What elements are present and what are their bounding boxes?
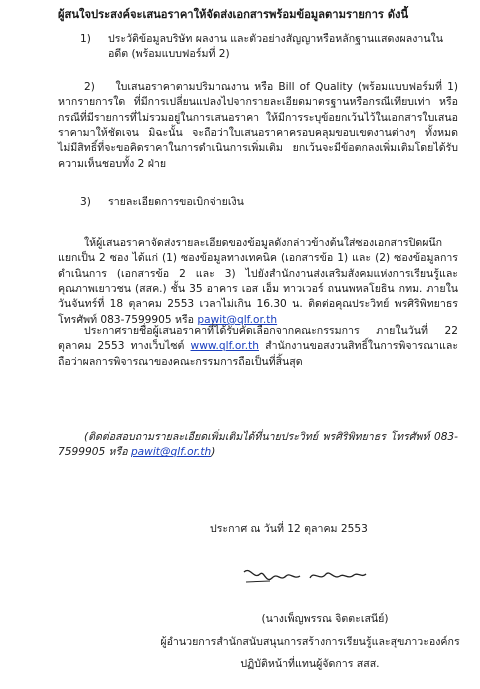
section-heading: ผู้สนใจประสงค์จะเสนอราคาให้จัดส่งเอกสารพร้อมข้อมูลตามรายการ ดังนี้ <box>58 8 409 21</box>
announcement-text: ประกาศรายชื่อผู้เสนอราคาที่ได้รับคัดเลือกจากคณะกรรมการ ภายในวันที่ 22 ตุลาคม 2553 ทางเว็บไซต์ <box>58 325 458 353</box>
signer-title-line-1: ผู้อำนวยการสำนักสนับสนุนการสร้างการเรียนรู้และสุขภาวะองค์กร <box>160 636 460 648</box>
requirement-item-2 <box>58 80 458 172</box>
announcement-text-continued: สำนักงานขอสงวนสิทธิ์ในการพิจารณาและถือว่าผลการพิจารณาของคณะกรรมการถือเป็นที่สิ้นสุด <box>58 340 459 368</box>
signer-name: (นางเพ็ญพรรณ จิตตะเสนีย์) <box>261 613 389 625</box>
date-line: ประกาศ ณ วันที่ 12 ตุลาคม 2553 <box>210 523 368 535</box>
requirement-number: 3) <box>80 196 91 208</box>
submission-text: ให้ผู้เสนอราคาจัดส่งรายละเอียดของข้อมูลดังกล่าวข้างต้นใส่ซองเอกสารปิดผนึกแยกเป็น 2 ซอง ได้แก่ (1) ซองข้อมูลทางเทคนิค (เอกสารข้อ 1) และ (2) ซองข้อมูลการดำเนินการ (เอกสารข้อ 2 และ 3) ไปยังสำนักงานส่งเสริมสังคมแห่งการเรียนรู้และคุณภาพเยาวชน (สสค.) ชั้น 35 อาคาร เอส เอ็ม ทาวเวอร์ ถนนพหลโยธิน กทม. ภายในวันจันทร์ที่ 18 ตุลาคม 2553 เวลาไม่เกิน 16.30 น. ติดต่อคุณประวิทย์ พรศิริพิทยาธร โทรศัพท์ 083-7599905 หรือ <box>58 237 458 326</box>
requirement-item-1 <box>80 32 460 63</box>
requirement-text-continued: ที่มีการเปลี่ยนแปลงไปจากรายละเอียดมาตรฐานหรือกรณีเทียบเท่า หรือกรณีที่มีรายการที่ไม่รวมอยู่ในการเสนอราคา ให้มีการระบุข้อยกเว้นไว้ในเอกสารใบเสนอราคามาให้ชัดเจน มิฉะนั้น จะถือว่าใบเสนอราคาครอบคลุมขอบเขตงานต่างๆ ทั้งหมด ไม่มีสิทธิ์ที่จะขอคิดราคาในการดำเนินการเพิ่มเติม ยกเว้นจะมีข้อตกลงเพิ่มเติมโดยได้รับความเห็นชอบทั้ง 2 ฝ่าย <box>58 96 458 170</box>
requirement-number: 2) <box>84 81 95 93</box>
submission-paragraph <box>58 236 458 328</box>
requirement-number: 1) <box>80 33 91 45</box>
contact-note-text: (ติดต่อสอบถามรายละเอียดเพิ่มเติมได้ที่นายประวิทย์ พรศิริพิทยาธร โทรศัพท์ 083-7599905 หรือ <box>58 431 458 459</box>
signature <box>240 562 370 592</box>
requirement-item-3 <box>80 195 460 210</box>
contact-note <box>58 430 458 461</box>
requirement-text: ใบเสนอราคาตามปริมาณงาน หรือ Bill of Quality (พร้อมแบบฟอร์มที่ 1) หากรายการใด <box>58 81 458 109</box>
contact-email-link[interactable]: pawit@qlf.or.th <box>130 446 212 459</box>
website-link[interactable]: www.qlf.or.th <box>190 340 260 353</box>
signer-title-line-2: ปฏิบัติหน้าที่แทนผู้จัดการ สสส. <box>240 658 380 670</box>
requirement-text: ประวัติข้อมูลบริษัท ผลงาน และตัวอย่างสัญญาหรือหลักฐานแสดงผลงานในอดีต (พร้อมแบบฟอร์มที่ 2) <box>108 33 443 61</box>
announcement-paragraph <box>58 324 458 370</box>
requirement-text: รายละเอียดการขอเบิกจ่ายเงิน <box>108 196 244 208</box>
contact-note-close: ) <box>211 446 216 459</box>
email-link[interactable]: pawit@qlf.or.th <box>197 313 278 326</box>
